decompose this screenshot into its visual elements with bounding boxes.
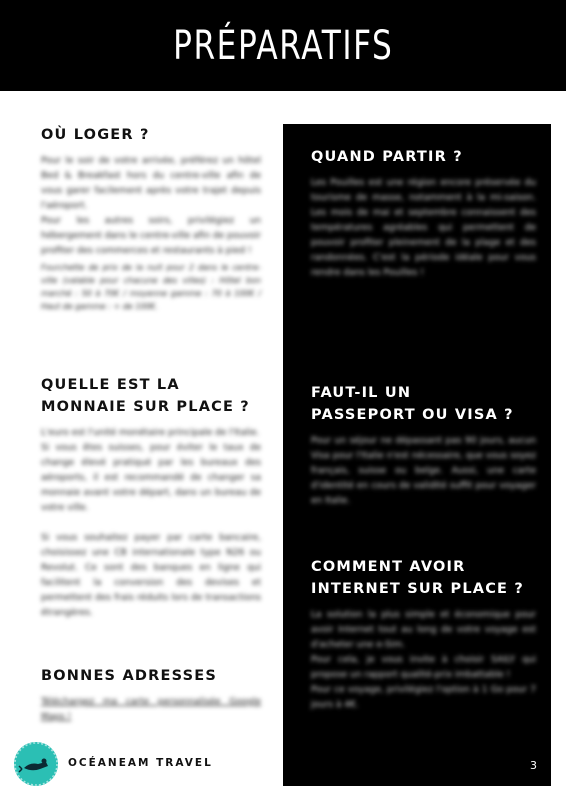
section-heading: OÙ LOGER ? [41, 127, 150, 143]
section-currency [41, 374, 261, 621]
section-when-to-go [311, 146, 536, 281]
section-passport-visa [311, 382, 536, 509]
info-sidebar [283, 124, 551, 786]
section-body: L'euro est l'unité monétaire principale de l'Italie. Si vous êtes suisses, pour éviter le taux de change élevé pratiqué par les bureaux des aéroports, il est recommandé de changer sa monnaie avant votre départ, dans un bureau de votre ville. Si vous souhaitez payer par carte bancaire, choisissez une CB internationale type N26 ou Revolut. Ce sont des banques en ligne qui facilitent la conversion des devises et permettent des frais réduits lors de transactions étrangères. [41, 428, 261, 618]
page-number: 3 [530, 759, 537, 772]
section-internet [311, 556, 536, 713]
section-where-to-stay [41, 124, 261, 313]
section-heading: FAUT-IL UN PASSEPORT OU VISA ? [311, 385, 514, 423]
brand-logo [14, 742, 58, 786]
brand-name: OCÉANEAM TRAVEL [68, 757, 213, 769]
section-body: Pour un séjour ne dépassant pas 90 jours, aucun Visa pour l'Italie n'est nécessaire, que vous soyez français, suisse ou belge. Aussi, une carte d'identité en cours de validité suffit pour voyager en Italie. [311, 436, 536, 506]
section-heading: BONNES ADRESSES [41, 668, 217, 684]
page-header [0, 0, 566, 91]
section-heading: COMMENT AVOIR INTERNET SUR PLACE ? [311, 559, 524, 597]
map-link[interactable]: Téléchargez ma carte personnalisée Google Maps ! [41, 697, 261, 722]
section-heading: QUELLE EST LA MONNAIE SUR PLACE ? [41, 377, 250, 415]
diver-logo-icon [14, 742, 58, 786]
section-body: Pour le soir de votre arrivée, préférez un hôtel Bed & Breakfast hors du centre-ville afin de vous garer facilement après votre trajet depuis l'aéroport. Pour les autres soirs, privilégiez un hébergement dans le centre-ville afin de pouvoir profiter des commerces et restaurants à pied ! [41, 156, 261, 256]
section-body: Les Pouilles est une région encore préservée du tourisme de masse, notamment à la mi-saison. Les mois de mai et septembre connaissent des températures agréables qui permettent de pouvoir profiter pleinement de la plage et des randonnées. C'est la période idéale pour vous rendre dans les Pouilles ! [311, 178, 536, 278]
page-title: PRÉPARATIFS [172, 22, 394, 69]
section-body: La solution la plus simple et économique pour avoir Internet tout au long de votre voyage est d'acheter une e-Sim. Pour cela, je vous invite à choisir SAILY qui propose un rapport qualité-prix imbattable ! Pour ce voyage, privilégiez l'option à 1 Go pour 7 jours à 4€. [311, 610, 536, 710]
price-note: Fourchette de prix de la nuit pour 2 dans le centre-ville (valable pour chacune des villes) : Hôtel bon marché : 50 à 70€ / moyenne gamme : 70 à 100€ / Haut de gamme : + de 100€. [41, 263, 261, 311]
section-heading: QUAND PARTIR ? [311, 149, 463, 165]
section-good-addresses [41, 665, 261, 725]
